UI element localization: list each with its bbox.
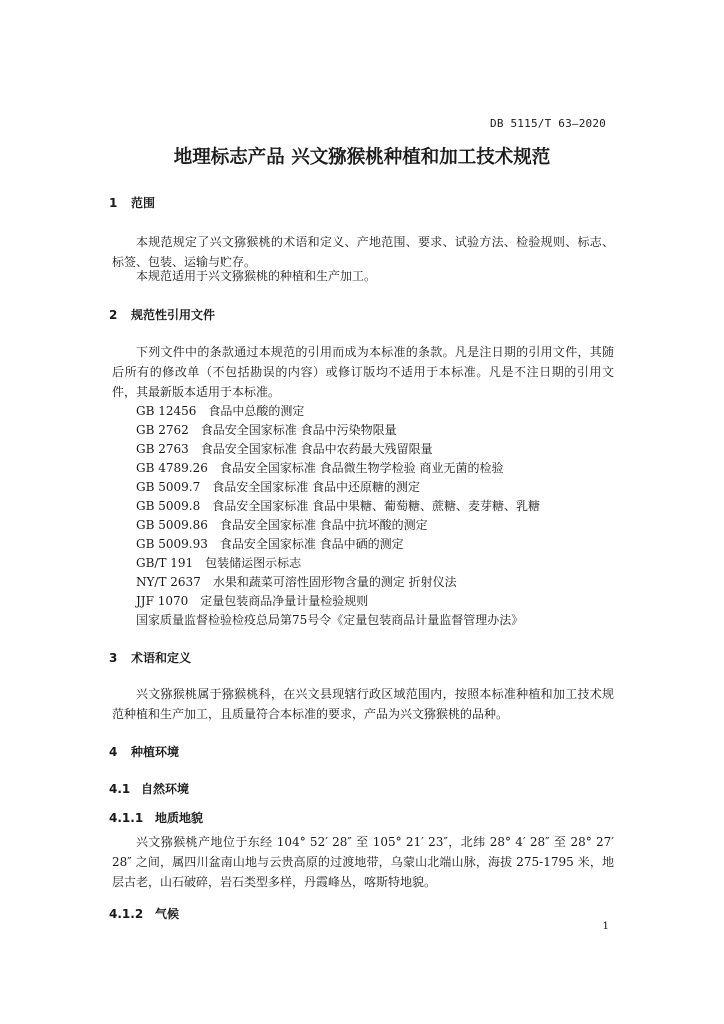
- section-title: 种植环境: [131, 745, 180, 759]
- paragraph: 本规范规定了兴文猕猴桃的术语和定义、产地范围、要求、试验方法、检验规则、标志、标签、包装、运输与贮存。: [112, 235, 614, 269]
- section-number: 1: [109, 196, 118, 210]
- section-heading-3: [109, 649, 191, 666]
- reference-item: GB 12456 食品中总酸的测定: [136, 404, 305, 418]
- reference-item: GB 2762 食品安全国家标准 食品中污染物限量: [136, 423, 397, 437]
- section-title: 术语和定义: [131, 651, 192, 665]
- section-title: 自然环境: [141, 782, 190, 796]
- reference-item: NY/T 2637 水果和蔬菜可溶性固形物含量的测定 折射仪法: [136, 575, 457, 589]
- section-number: 3: [109, 651, 118, 665]
- section-number: 4.1.2: [109, 907, 144, 921]
- section-title: 气候: [155, 907, 180, 921]
- reference-item: GB 4789.26 食品安全国家标准 食品微生物学检验 商业无菌的检验: [136, 461, 504, 475]
- reference-item: GB 5009.93 食品安全国家标准 食品中硒的测定: [136, 537, 404, 551]
- paragraph: 兴文猕猴桃属于猕猴桃科，在兴文县现辖行政区域范围内，按照本标准种植和加工技术规范种植和生产加工，且质量符合本标准的要求，产品为兴文猕猴桃的品种。: [112, 687, 614, 721]
- page-title: 地理标志产品 兴文猕猴桃种植和加工技术规范: [173, 147, 551, 168]
- document-number: DB 5115/T 63—2020: [490, 117, 606, 130]
- subsection-heading-4-1: [109, 780, 189, 797]
- paragraph: 兴文猕猴桃产地位于东经 104° 52′ 28″ 至 105° 21′ 23″，北纬 28° 4′ 28″ 至 28° 27′ 28″ 之间，属四川盆南山地与云贵高原的过渡地带，乌蒙山北端山脉，海拔 275-1795 米，地层古老，山石破碎，岩石类型多样，丹霞峰丛，喀斯特地貌。: [112, 835, 614, 889]
- section-title: 范围: [131, 196, 156, 210]
- reference-item: GB 5009.8 食品安全国家标准 食品中果糖、葡萄糖、蔗糖、麦芽糖、乳糖: [136, 499, 541, 513]
- section-heading-2: [109, 306, 215, 323]
- section-number: 4.1: [109, 782, 131, 796]
- paragraph: 本规范适用于兴文猕猴桃的种植和生产加工。: [136, 269, 377, 283]
- section-number: 2: [109, 308, 118, 322]
- section-title: 规范性引用文件: [131, 308, 216, 322]
- reference-item: GB 5009.86 食品安全国家标准 食品中抗坏酸的测定: [136, 518, 428, 532]
- reference-item: 国家质量监督检验检疫总局第75号令《定量包装商品计量监督管理办法》: [136, 613, 524, 627]
- reference-item: GB/T 191 包装储运图示标志: [136, 556, 302, 570]
- section-heading-1: [109, 194, 155, 211]
- reference-item: GB 5009.7 食品安全国家标准 食品中还原糖的测定: [136, 480, 421, 494]
- section-title: 地质地貌: [155, 811, 204, 825]
- reference-item: GB 2763 食品安全国家标准 食品中农药最大残留限量: [136, 442, 433, 456]
- section-number: 4.1.1: [109, 811, 144, 825]
- reference-item: JJF 1070 定量包装商品净量计量检验规则: [136, 594, 369, 608]
- subsection-heading-4-1-1: [109, 809, 203, 826]
- section-number: 4: [109, 745, 118, 759]
- section-heading-4: [109, 743, 179, 760]
- subsection-heading-4-1-2: [109, 905, 179, 922]
- page-number: 1: [602, 920, 609, 932]
- paragraph: 下列文件中的条款通过本规范的引用而成为本标准的条款。凡是注日期的引用文件，其随后所有的修改单（不包括勘误的内容）或修订版均不适用于本标准。凡是不注日期的引用文件，其最新版本适用于本标准。: [112, 345, 614, 399]
